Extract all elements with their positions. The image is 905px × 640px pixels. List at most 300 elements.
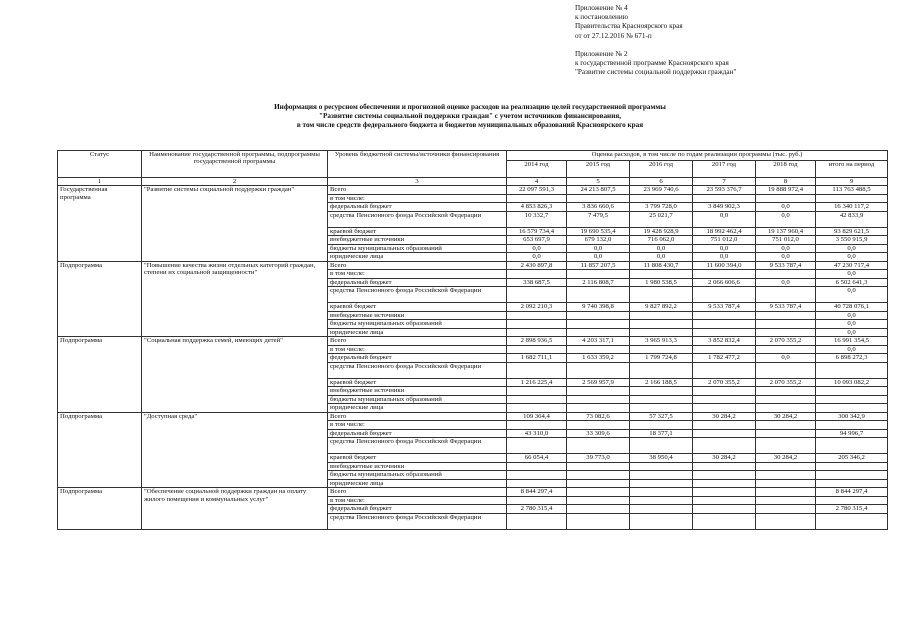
amount-cell: 47 230 717,4 [816,261,888,270]
amount-cell: 94 996,7 [816,429,888,438]
amount-cell: 0,0 [756,244,816,253]
amount-cell: 33 309,6 [567,429,630,438]
amount-cell [567,194,630,203]
amount-cell [816,404,888,413]
amount-cell: 9 533 787,4 [756,261,816,270]
amount-cell: 0,0 [816,328,888,337]
funding-source-cell: краевой бюджет [328,378,507,387]
amount-cell [567,488,630,497]
amount-cell [756,362,816,378]
amount-cell [567,462,630,471]
amount-cell [630,387,693,396]
amount-cell: 0,0 [567,244,630,253]
amount-cell: 0,0 [756,211,816,227]
amount-cell [507,270,567,279]
amount-cell [567,328,630,337]
amount-cell [507,395,567,404]
table-header-row [58,151,888,161]
amount-cell [507,421,567,430]
funding-source-cell: краевой бюджет [328,454,507,463]
amount-cell: 338 687,5 [507,278,567,287]
amount-cell: 1 980 538,5 [630,278,693,287]
program-name-cell: "Повышение качества жизни отдельных категорий граждан, степени их социальной защищенности" [142,261,328,337]
header-name: Наименование государственной программы, подпрограммы государственной программы [142,151,328,178]
amount-cell [507,311,567,320]
amount-cell: 0,0 [693,253,756,262]
amount-cell [816,462,888,471]
amount-cell [816,194,888,203]
amount-cell: 16 991 354,5 [816,337,888,346]
amount-cell: 16 579 734,4 [507,227,567,236]
funding-source-cell: в том числе: [328,496,507,505]
amount-cell [756,421,816,430]
amount-cell: 0,0 [507,244,567,253]
header-status: Статус [58,151,142,178]
amount-cell: 30 284,2 [693,412,756,421]
amount-cell: 9 740 398,8 [567,303,630,312]
amount-cell: 11 600 394,0 [693,261,756,270]
amount-cell [630,513,693,529]
amount-cell: 0,0 [816,244,888,253]
amount-cell [567,345,630,354]
amount-cell [756,320,816,329]
amount-cell [693,505,756,514]
amount-cell: 9 533 787,4 [756,303,816,312]
amount-cell: 3 849 902,3 [693,203,756,212]
year-2016: 2016 год [630,161,693,178]
amount-cell [756,287,816,303]
amount-cell [567,287,630,303]
amount-cell [693,471,756,480]
funding-source-cell: Всего [328,337,507,346]
amount-cell [507,404,567,413]
amount-cell: 2 070 355,2 [756,378,816,387]
amount-cell: 7 479,5 [567,211,630,227]
amount-cell: 2 092 210,3 [507,303,567,312]
amount-cell: 19 137 960,4 [756,227,816,236]
status-cell: Подпрограмма [58,412,142,488]
amount-cell [693,479,756,488]
column-numbers-row [58,178,888,186]
table-row [58,261,888,270]
amount-cell [756,488,816,497]
amount-cell: 751 012,0 [756,236,816,245]
amount-cell [630,471,693,480]
amount-cell: 3 852 832,4 [693,337,756,346]
header-line: от от 27.12.2016 № 671-п [575,31,652,40]
amount-cell [630,479,693,488]
amount-cell [630,462,693,471]
header-line: Приложение № 4 [575,4,628,12]
amount-cell: 6 502 641,3 [816,278,888,287]
amount-cell [693,270,756,279]
amount-cell [693,345,756,354]
year-2015: 2015 год [567,161,630,178]
amount-cell [630,404,693,413]
amount-cell: 0,0 [816,253,888,262]
funding-source-cell: средства Пенсионного фонда Российской Федерации [328,438,507,454]
amount-cell: 19 428 928,9 [630,227,693,236]
table-row [58,488,888,497]
amount-cell [693,395,756,404]
amount-cell [507,362,567,378]
year-2017: 2017 год [693,161,756,178]
amount-cell: 3 836 660,6 [567,203,630,212]
amount-cell: 42 833,9 [816,211,888,227]
amount-cell [693,404,756,413]
funding-source-cell: средства Пенсионного фонда Российской Федерации [328,287,507,303]
status-cell: Подпрограмма [58,488,142,530]
table-row [58,412,888,421]
funding-source-cell: внебюджетные источники [328,311,507,320]
funding-source-cell: Всего [328,186,507,195]
amount-cell: 0,0 [693,211,756,227]
amount-cell: 19 690 535,4 [567,227,630,236]
funding-source-cell: Всего [328,488,507,497]
funding-source-cell: средства Пенсионного фонда Российской Федерации [328,362,507,378]
amount-cell [756,429,816,438]
amount-cell [693,387,756,396]
amount-cell [693,287,756,303]
year-2018: 2018 год [756,161,816,178]
amount-cell [693,328,756,337]
amount-cell [693,429,756,438]
amount-cell [567,479,630,488]
status-cell: Государственная программа [58,186,142,262]
amount-cell: 10 093 082,2 [816,378,888,387]
amount-cell [816,471,888,480]
amount-cell [756,395,816,404]
amount-cell [567,513,630,529]
amount-cell: 1 799 724,8 [630,354,693,363]
amount-cell [630,270,693,279]
amount-cell [567,496,630,505]
amount-cell [756,194,816,203]
funding-source-cell: юридические лица [328,328,507,337]
amount-cell: 0,0 [756,253,816,262]
col-number: 1 [58,178,142,186]
amount-cell: 3 965 913,3 [630,337,693,346]
amount-cell: 3 799 728,0 [630,203,693,212]
amount-cell: 30 284,2 [693,454,756,463]
amount-cell: 0,0 [567,253,630,262]
funding-source-cell: федеральный бюджет [328,505,507,514]
header-block [575,4,736,78]
amount-cell [567,421,630,430]
amount-cell [756,496,816,505]
amount-cell [693,311,756,320]
status-cell: Подпрограмма [58,261,142,337]
header-line: "Развитие системы социальной поддержки граждан" [575,68,737,77]
amount-cell [756,404,816,413]
document-title [210,103,730,130]
amount-cell: 751 012,0 [693,236,756,245]
amount-cell: 93 829 621,5 [816,227,888,236]
col-number: 6 [630,178,693,186]
amount-cell: 2 166 188,5 [630,378,693,387]
amount-cell: 6 898 272,3 [816,354,888,363]
amount-cell [630,505,693,514]
amount-cell [630,395,693,404]
amount-cell: 0,0 [816,311,888,320]
program-name-cell: "Социальная поддержка семей, имеющих детей" [142,337,328,413]
table-row [58,337,888,346]
funding-source-cell: юридические лица [328,479,507,488]
amount-cell [693,320,756,329]
funding-source-cell: в том числе: [328,270,507,279]
amount-cell [567,471,630,480]
funding-source-cell: краевой бюджет [328,303,507,312]
funding-source-cell: краевой бюджет [328,227,507,236]
amount-cell: 2 569 957,9 [567,378,630,387]
amount-cell [756,505,816,514]
year-2014: 2014 год [507,161,567,178]
amount-cell [567,362,630,378]
status-cell: Подпрограмма [58,337,142,413]
amount-cell [567,311,630,320]
amount-cell [816,362,888,378]
funding-source-cell: внебюджетные источники [328,387,507,396]
amount-cell: 0,0 [816,345,888,354]
amount-cell [567,505,630,514]
col-number: 5 [567,178,630,186]
amount-cell: 30 284,2 [756,454,816,463]
amount-cell: 30 284,2 [756,412,816,421]
amount-cell: 716 062,0 [630,236,693,245]
amount-cell [816,496,888,505]
amount-cell [816,395,888,404]
amount-cell [816,421,888,430]
header-level: Уровень бюджетной системы/источники финансирования [328,151,507,178]
amount-cell [756,471,816,480]
program-name-cell: "Доступная среда" [142,412,328,488]
header-line: к постановлению [575,13,629,22]
amount-cell [567,387,630,396]
amount-cell [816,387,888,396]
amount-cell: 1 216 225,4 [507,378,567,387]
funding-source-cell: бюджеты муниципальных образований [328,320,507,329]
amount-cell: 0,0 [756,203,816,212]
amount-cell: 0,0 [693,244,756,253]
amount-cell: 38 950,4 [630,454,693,463]
col-number: 4 [507,178,567,186]
amount-cell: 0,0 [816,287,888,303]
header-estimate: Оценка расходов, в том числе по годам реализации программы (тыс. руб.) [507,151,888,161]
amount-cell: 1 782 477,2 [693,354,756,363]
amount-cell: 8 844 297,4 [507,488,567,497]
title-line: "Развитие системы социальной поддержки граждан" с учетом источников финансирования, [318,112,622,120]
amount-cell [507,496,567,505]
amount-cell [630,311,693,320]
amount-cell: 2 430 897,8 [507,261,567,270]
amount-cell: 2 070 355,2 [756,337,816,346]
amount-cell: 2 066 606,6 [693,278,756,287]
amount-cell [816,513,888,529]
amount-cell: 10 332,7 [507,211,567,227]
amount-cell [567,270,630,279]
amount-cell: 679 132,0 [567,236,630,245]
amount-cell: 205 346,2 [816,454,888,463]
amount-cell [756,462,816,471]
amount-cell [630,194,693,203]
col-number: 7 [693,178,756,186]
funding-source-cell: федеральный бюджет [328,278,507,287]
amount-cell: 18 992 462,4 [693,227,756,236]
amount-cell: 23 593 376,7 [693,186,756,195]
amount-cell: 2 780 315,4 [507,505,567,514]
amount-cell [630,320,693,329]
amount-cell [693,496,756,505]
amount-cell: 4 203 317,1 [567,337,630,346]
amount-cell [567,404,630,413]
funding-source-cell: бюджеты муниципальных образований [328,395,507,404]
amount-cell [756,513,816,529]
amount-cell: 113 763 488,5 [816,186,888,195]
amount-cell [507,345,567,354]
amount-cell [507,387,567,396]
amount-cell: 11 808 430,7 [630,261,693,270]
amount-cell [693,438,756,454]
amount-cell [693,488,756,497]
amount-cell [507,328,567,337]
amount-cell: 0,0 [756,278,816,287]
amount-cell [693,362,756,378]
amount-cell [507,287,567,303]
amount-cell: 22 097 591,3 [507,186,567,195]
amount-cell: 73 082,6 [567,412,630,421]
amount-cell: 0,0 [630,253,693,262]
amount-cell [816,479,888,488]
funding-source-cell: бюджеты муниципальных образований [328,244,507,253]
amount-cell [756,328,816,337]
amount-cell [630,438,693,454]
amount-cell [507,513,567,529]
amount-cell: 39 773,0 [567,454,630,463]
amount-cell [567,395,630,404]
amount-cell: 24 213 807,5 [567,186,630,195]
amount-cell: 1 682 711,1 [507,354,567,363]
funding-source-cell: внебюджетные источники [328,236,507,245]
amount-cell: 0,0 [816,320,888,329]
amount-cell: 9 827 892,2 [630,303,693,312]
header-line: к государственной программе Красноярского края [575,59,729,68]
amount-cell [756,438,816,454]
amount-cell: 2 780 315,4 [816,505,888,514]
budget-table [57,150,888,530]
amount-cell [630,287,693,303]
funding-source-cell: федеральный бюджет [328,429,507,438]
amount-cell: 9 533 787,4 [693,303,756,312]
amount-cell [756,387,816,396]
amount-cell [630,362,693,378]
amount-cell: 109 364,4 [507,412,567,421]
amount-cell: 25 021,7 [630,211,693,227]
amount-cell: 0,0 [756,354,816,363]
amount-cell: 8 844 297,4 [816,488,888,497]
amount-cell: 0,0 [630,244,693,253]
header-line [575,41,736,50]
funding-source-cell: юридические лица [328,253,507,262]
amount-cell: 23 969 740,6 [630,186,693,195]
funding-source-cell: внебюджетные источники [328,462,507,471]
program-name-cell: "Обеспечение социальной поддержки граждан на оплату жилого помещения и коммунальных услуг" [142,488,328,530]
amount-cell [630,488,693,497]
amount-cell [567,438,630,454]
amount-cell: 4 853 826,3 [507,203,567,212]
amount-cell [756,311,816,320]
col-number: 9 [816,178,888,186]
amount-cell [507,462,567,471]
header-line: Правительства Красноярского края [575,22,683,31]
table-row [58,186,888,195]
amount-cell: 300 342,9 [816,412,888,421]
amount-cell [693,513,756,529]
amount-cell [756,479,816,488]
col-number: 3 [328,178,507,186]
amount-cell [567,320,630,329]
header-line: Приложение № 2 [575,50,628,59]
amount-cell: 16 340 117,2 [816,203,888,212]
amount-cell [630,345,693,354]
amount-cell [693,462,756,471]
amount-cell [630,496,693,505]
amount-cell: 11 857 207,5 [567,261,630,270]
amount-cell [507,479,567,488]
amount-cell: 2 070 355,2 [693,378,756,387]
funding-source-cell: Всего [328,412,507,421]
amount-cell: 43 310,0 [507,429,567,438]
amount-cell [756,270,816,279]
amount-cell: 2 116 808,7 [567,278,630,287]
budget-table-body [58,151,888,530]
funding-source-cell: федеральный бюджет [328,354,507,363]
funding-source-cell: бюджеты муниципальных образований [328,471,507,480]
funding-source-cell: в том числе: [328,194,507,203]
amount-cell: 66 054,4 [507,454,567,463]
amount-cell [507,320,567,329]
amount-cell: 2 898 936,5 [507,337,567,346]
amount-cell: 0,0 [507,253,567,262]
amount-cell [507,438,567,454]
funding-source-cell: в том числе: [328,421,507,430]
funding-source-cell: Всего [328,261,507,270]
funding-source-cell: средства Пенсионного фонда Российской Федерации [328,513,507,529]
amount-cell [507,471,567,480]
title-line: Информация о ресурсном обеспечении и прогнозной оценке расходов на реализацию целей государственной программы [274,103,666,111]
amount-cell: 18 377,1 [630,429,693,438]
amount-cell: 3 550 915,9 [816,236,888,245]
funding-source-cell: юридические лица [328,404,507,413]
title-line: в том числе средств федерального бюджета и бюджетов муниципальных образований Красноярского края [296,121,644,129]
amount-cell: 1 633 359,2 [567,354,630,363]
col-number: 2 [142,178,328,186]
funding-source-cell: средства Пенсионного фонда Российской Федерации [328,211,507,227]
amount-cell [693,194,756,203]
amount-cell: 653 697,9 [507,236,567,245]
year-total: итого на период [816,161,888,178]
funding-source-cell: в том числе: [328,345,507,354]
amount-cell [816,438,888,454]
funding-source-cell: федеральный бюджет [328,203,507,212]
program-name-cell: "Развитие системы социальной поддержки граждан" [142,186,328,262]
amount-cell [756,345,816,354]
amount-cell: 40 728 076,1 [816,303,888,312]
amount-cell: 0,0 [816,270,888,279]
col-number: 8 [756,178,816,186]
amount-cell [630,328,693,337]
amount-cell: 57 327,5 [630,412,693,421]
amount-cell [507,194,567,203]
